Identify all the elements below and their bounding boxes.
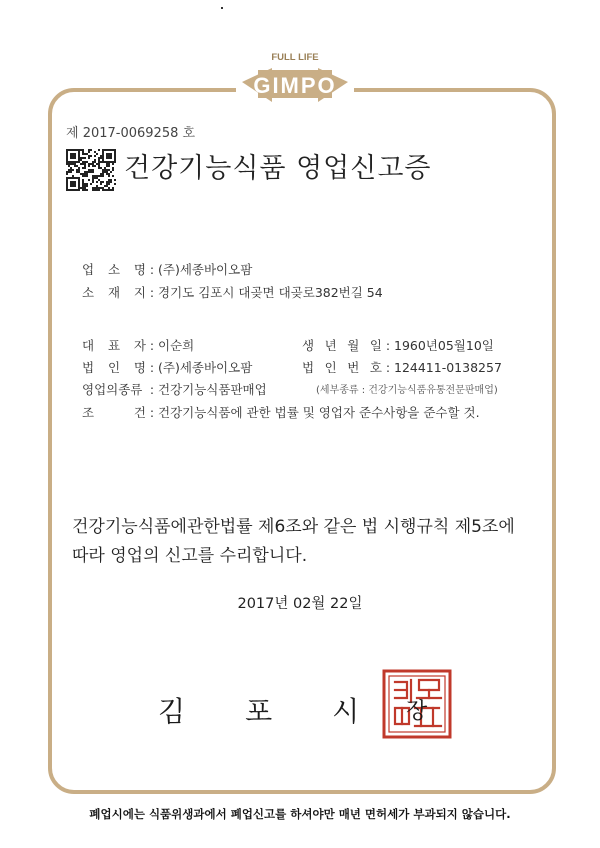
field-condition: 조 건 : 건강기능식품에 관한 법률 및 영업자 준수사항을 준수할 것. xyxy=(82,405,480,420)
certificate-border xyxy=(48,88,556,794)
field-label: 법 인 번 호 xyxy=(302,360,382,375)
document-number: 제 2017-0069258 호 xyxy=(66,126,196,141)
field-address: 소 재 지 : 경기도 김포시 대곶면 대곶로382번길 54 xyxy=(82,285,383,300)
field-value: 건강기능식품판매업 xyxy=(158,382,267,397)
field-label: 생 년 월 일 xyxy=(302,338,382,353)
field-value: 이순희 xyxy=(158,338,195,353)
footer-notice: 폐업시에는 식품위생과에서 폐업신고를 하셔야만 매년 면허세가 부과되지 않습니다. xyxy=(89,807,511,821)
certificate-title: 건강기능식품 영업신고증 xyxy=(124,153,432,184)
field-company-name: 업 소 명 : (주)세종바이오팜 xyxy=(82,262,253,277)
field-representative: 대 표 자 : 이순희 xyxy=(82,338,195,353)
field-label: 업 소 명 xyxy=(82,262,146,277)
field-birth-date: 생 년 월 일 : 1960년05월10일 xyxy=(302,338,494,353)
field-business-type: 영업의종류 : 건강기능식품판매업 xyxy=(82,382,267,397)
issue-date: 2017년 02월 22일 xyxy=(237,596,363,612)
statement-text: 건강기능식품에관한법률 제6조와 같은 법 시행규칙 제5조에 따라 영업의 신고를 수리합니다. xyxy=(72,517,515,566)
logo-top-text: FULL LIFE xyxy=(271,52,319,63)
field-label: 법 인 명 xyxy=(82,360,146,375)
gimpo-logo xyxy=(228,38,362,118)
logo-main-text: GIMPO xyxy=(253,73,337,98)
issuer-char: 포 xyxy=(245,695,273,728)
field-sub-type: (세부종류 : 건강기능식품유통전문판매업) xyxy=(316,385,498,396)
field-corporation-number: 법 인 번 호 : 124411-0138257 xyxy=(302,360,502,375)
field-label: 영업의종류 xyxy=(82,382,143,397)
field-value: (주)세종바이오팜 xyxy=(158,360,253,375)
seal-overprint-char: 장 xyxy=(406,699,428,724)
field-label: 조 건 xyxy=(82,405,146,420)
field-label: 소 재 지 xyxy=(82,285,146,300)
field-value: 1960년05월10일 xyxy=(394,338,494,353)
scan-speck xyxy=(221,7,223,9)
qr-code-icon xyxy=(66,149,116,191)
issuer-char: 시 xyxy=(332,695,360,728)
field-corporation-name: 법 인 명 : (주)세종바이오팜 xyxy=(82,360,253,375)
field-value: 124411-0138257 xyxy=(394,360,502,375)
field-value: (주)세종바이오팜 xyxy=(158,262,253,277)
issuer-name xyxy=(158,690,419,730)
field-label: 대 표 자 xyxy=(82,338,146,353)
field-value: 건강기능식품에 관한 법률 및 영업자 준수사항을 준수할 것. xyxy=(158,405,480,420)
field-value: 경기도 김포시 대곶면 대곶로382번길 54 xyxy=(158,285,383,300)
issuer-char: 김 xyxy=(158,695,186,728)
